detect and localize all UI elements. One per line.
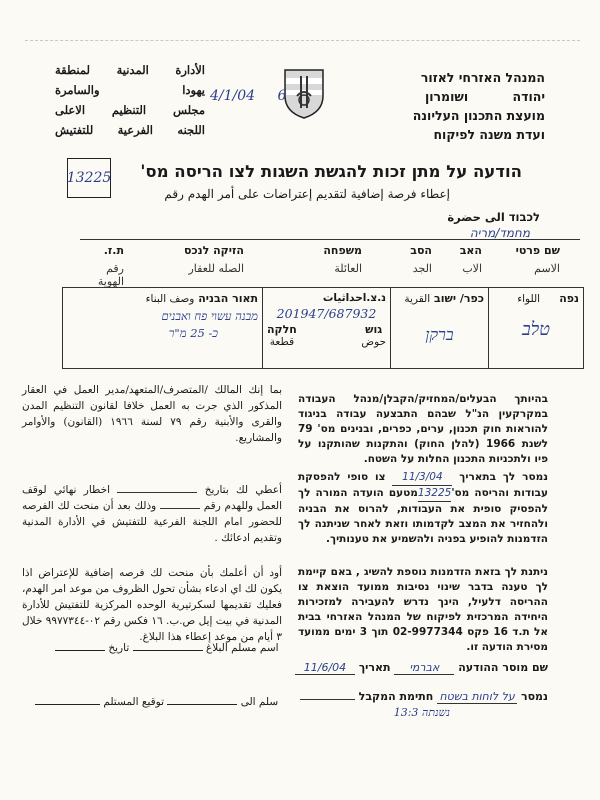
para2-suffix: מטעם הועדה המורה לך להפסיק סופית את העבודות, להרוס את הבניה ולהחזיר את המצב לקדמותו וזאת לאחר שניתנה לך הזדמנות להופיע בפניה ולהשמיע את טענותיך. (298, 487, 548, 545)
deliverer-name: אברמי (394, 661, 454, 675)
ar-para2-b: اخطار نهائي لوقف العمل وللهدم رقم (22, 484, 283, 512)
ar-word: الاعلى (55, 103, 86, 117)
ar-word: التنظيم (111, 103, 147, 117)
demolition-order-number: 13225 (418, 486, 451, 502)
warning-date-field[interactable] (117, 492, 197, 493)
district-label-ar: اللواء (517, 293, 541, 305)
field-id-ar: رقم الهوية (97, 262, 124, 288)
arabic-paragraph-2 (22, 482, 282, 546)
recipient-underline (80, 239, 580, 240)
district-cell (488, 288, 583, 368)
ar-sender-row (55, 642, 279, 654)
coordinates-cell (262, 288, 390, 368)
deliverer-row (295, 661, 548, 675)
handwritten-mark: 6 (277, 88, 287, 104)
delivered-note: נשנתה 13:3 (393, 706, 450, 719)
building-label-ar: وصف البناء (145, 293, 195, 305)
arabic-paragraph-3: أود أن أعلمك بأن منحت لك فرصه إضافية للإعتراض اذا يكون لك اي ادعاء بشأن تحول الظروف من موعد امر الهدم، فعليك تقديمها لسكرتيرية الوحده المركزية للتفتيش للأدارة المدنية في بيت إيل ص.ب. ١٦ فكس رقم ٠٢-٩٩٧٧٣٤٤ خلال ٣ أيام من موعد إعطاء هذا البلاغ. (22, 567, 282, 643)
ar-word: للتفتيش (55, 123, 94, 137)
ar-word: والسامرة (55, 83, 100, 97)
handwritten-date (210, 88, 286, 104)
warning-number-field[interactable] (160, 508, 200, 509)
receiver-signature-field[interactable] (300, 699, 355, 700)
reference-number: 13225 (66, 170, 112, 186)
hebrew-letterhead (345, 68, 545, 144)
ar-para2-c: وذلك بعد أن منحت لك الفرصه للحضور امام اللجنة الفرعية للتفتيش في الأدارة المدنية وتقديم ادعائك . (22, 500, 282, 544)
para2-mid: צו סופי להפסקת עבודות והריסה מס' (298, 471, 548, 499)
field-grandfather-ar: الجد (412, 262, 432, 275)
final-order-date: 11/3/04 (392, 470, 452, 486)
delivery-date: 11/6/04 (295, 661, 355, 675)
ar-sender-label: اسم مسلم البلاغ (205, 642, 279, 654)
arabic-paragraph-1: بما إنك المالك /المتصرف/المتعهد/مدير العمل في العقار المذكور الذي جرت به العمل خلافا لقانون التنظيم المدن والقرى والأبنية رقم ٧٩ لسنة ١٩٦٦ (القانون) والأوامر والمشاريع. (22, 384, 282, 444)
para2-prefix: נמסר לך בתאריך (459, 471, 548, 483)
field-father-ar: الاب (462, 262, 482, 275)
location-table (62, 287, 584, 369)
top-border-line (25, 40, 580, 41)
letterhead-line: מועצת התכנון העליונה (412, 108, 545, 123)
building-size-value: כ- 25 מ"ר (168, 326, 218, 340)
block-label: גוש (365, 323, 383, 336)
building-value: מבנה עשוי פח ואבנים (161, 309, 258, 323)
village-cell (390, 288, 488, 368)
coordinates-label: נ.צ.احداثيات (322, 292, 386, 304)
arabic-letterhead (55, 60, 205, 140)
hebrew-paragraph-1: בהיותך הבעלים/המחזיק/הקבלן/מנהל העבודה במקרקעין הנ"ל שבהם התבצעה עבודה בניגוד להוראות חוק תכנון, ערים, כפרים, ובנינים מס' 79 לשנת 1966 (להלן החוק) והתקנות שהותקנו על פיו ולתכניות התכנון החלות על השטח. (298, 393, 548, 465)
parcel-label: חלקה (267, 323, 297, 336)
reference-number-box (67, 158, 111, 198)
hebrew-paragraph-3: ניתנת לך בזאת הזדמנות נוספת להשיג , באם קיימת לך טענה בדבר שינוי נסיבות ממועד הוצאת צו ההריסה דלעיל, הינך נדרש להעבירה למזכירות היחידה המרכזית לפיקוח של המנהל האזרחי בבית אל ת.ד 16 פקס 02-9977344 תוך 3 ימים ממועד מסירת הודעה זו. (298, 566, 548, 653)
delivered-row (300, 690, 548, 704)
document-title: הודעה על מתן זכות להגשת השגות לצו הריסה מס' (140, 162, 522, 181)
ar-para2-a: أعطي لك بتاريخ (204, 484, 282, 496)
ar-receiver-signature-field[interactable] (35, 704, 100, 705)
recipient-label: לכבוד الى حضرة (447, 210, 540, 224)
delivered-location: על לוחות בשטח (437, 690, 517, 704)
deliverer-label: שם מוסר ההודעה (458, 661, 548, 674)
field-relation: הזיקה לנכס (183, 244, 244, 257)
receiver-signature-label: חתימת המקבל (358, 690, 434, 703)
hebrew-paragraph-2 (298, 470, 548, 547)
coordinates-value: 201947/687932 (276, 306, 377, 321)
village-label: כפר/ ישוב (434, 292, 484, 305)
district-label: נפה (559, 292, 579, 305)
ar-date-label: تاريخ (108, 642, 130, 654)
coat-of-arms-icon (283, 66, 325, 120)
recipient-fields-hebrew (80, 244, 560, 257)
recipient-fields-arabic (80, 262, 560, 288)
delivered-label: נמסר (520, 690, 548, 703)
ar-delivered-row (35, 696, 278, 708)
ar-sender-field[interactable] (133, 650, 203, 651)
field-grandfather: הסב (410, 244, 432, 257)
parcel-label-ar: قطعة (269, 336, 295, 348)
ar-word: الفرعية (117, 123, 153, 137)
ar-word: المدنية (116, 63, 149, 77)
district-value: טלב (522, 319, 550, 340)
letterhead-line: ועדת משנה לפיקוח (433, 127, 545, 142)
building-description-cell (63, 288, 262, 368)
ar-date-field[interactable] (55, 650, 105, 651)
field-father: האב (459, 244, 482, 257)
field-family: משפחה (323, 244, 362, 257)
ar-word: الأدارة (175, 63, 205, 77)
field-id: ת.ז. (103, 244, 124, 257)
recipient-name-handwritten: מחמד/מריה (469, 226, 530, 240)
field-relation-ar: الصله للعقار (188, 262, 244, 275)
ar-word: مجلس (172, 103, 205, 117)
ar-delivered-to-field[interactable] (167, 704, 237, 705)
delivery-date-label: תאריך (358, 661, 391, 674)
letterhead-line: המנהל האזרחי לאזור (420, 70, 545, 85)
document-subtitle: إعطاء فرصة إضافية لتقديم إعتراضات على أمر الهدم رقم (164, 187, 450, 201)
block-label-ar: حوض (361, 336, 386, 348)
building-label: תאור הבניה (198, 292, 258, 305)
field-family-ar: العائلة (334, 262, 362, 275)
letterhead-line: יהודה ושומרון (424, 89, 545, 104)
field-first-name: שם פרטי (515, 244, 560, 257)
ar-word: لمنطقة (55, 63, 91, 77)
ar-delivered-to-label: سلم الى (240, 696, 279, 708)
field-first-name-ar: الاسم (534, 262, 560, 275)
date-value: 4/1/04 (210, 88, 256, 104)
village-value: ברקן (425, 325, 454, 344)
ar-receiver-signature-label: توقيع المستلم (103, 696, 164, 708)
ar-word: يهودا (182, 83, 205, 97)
ar-word: اللجنه (177, 123, 205, 137)
village-label-ar: القرية (404, 293, 431, 305)
